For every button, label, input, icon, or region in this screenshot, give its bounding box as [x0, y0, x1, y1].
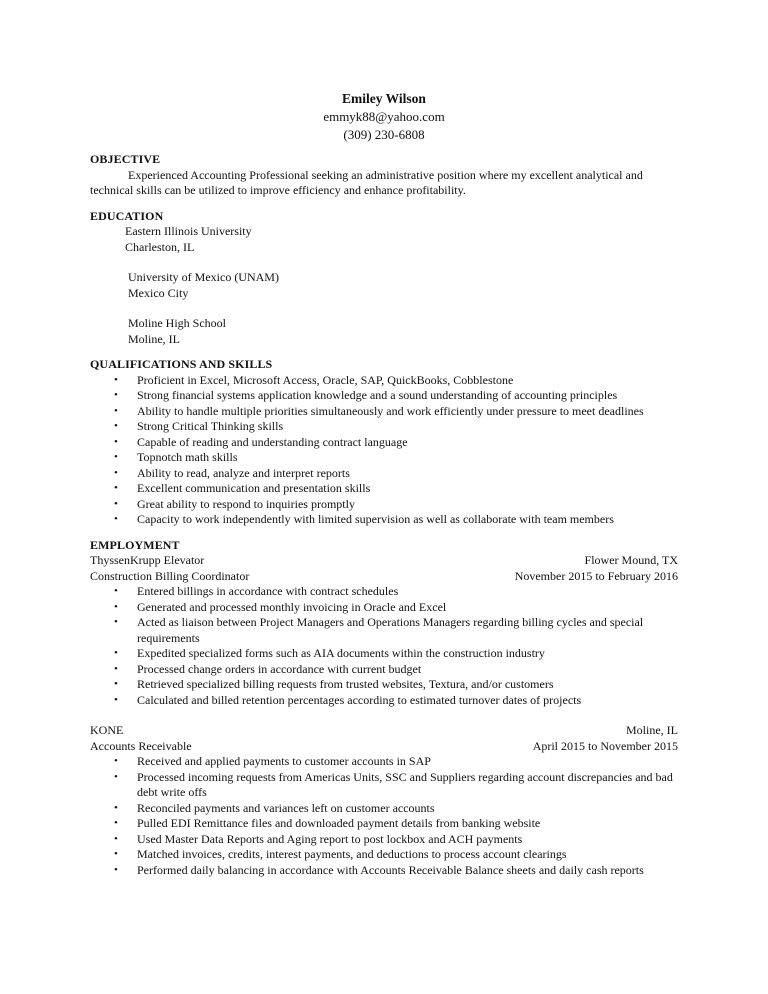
qualifications-list	[90, 373, 678, 528]
job-title: Accounts Receivable	[90, 738, 192, 753]
job-entry	[90, 553, 678, 708]
resume-header	[0, 90, 768, 144]
education-heading: EDUCATION	[90, 208, 164, 223]
school-name: Eastern Illinois University	[125, 224, 252, 238]
list-item: • Ability to read, analyze and interpret reports	[90, 466, 678, 482]
company-name: ThyssenKrupp Elevator	[90, 553, 205, 567]
list-item: • Reconciled payments and variances left on customer accounts	[90, 801, 678, 817]
applicant-name: Emiley Wilson	[342, 91, 426, 106]
company-name: KONE	[90, 723, 124, 737]
job-entry	[90, 723, 678, 878]
list-item: • Proficient in Excel, Microsoft Access, Oracle, SAP, QuickBooks, Cobblestone	[90, 373, 678, 389]
list-item: • Matched invoices, credits, interest payments, and deductions to process account clearings	[90, 847, 678, 863]
list-item: • Capable of reading and understanding contract language	[90, 435, 678, 451]
resume-body	[90, 152, 678, 878]
school-name: Moline High School	[128, 316, 226, 330]
employment-section	[90, 538, 678, 879]
job-dates: April 2015 to November 2015	[532, 738, 678, 753]
school-location: Moline, IL	[128, 331, 180, 346]
job-title: Construction Billing Coordinator	[90, 568, 250, 583]
education-section	[90, 209, 678, 348]
list-item: • Used Master Data Reports and Aging report to post lockbox and ACH payments	[90, 832, 678, 848]
duties-list	[90, 754, 678, 878]
list-item: • Entered billings in accordance with contract schedules	[90, 584, 678, 600]
objective-section	[90, 152, 678, 199]
objective-heading: OBJECTIVE	[90, 152, 161, 166]
list-item: • Retrieved specialized billing requests from trusted websites, Textura, and/or customers	[90, 677, 678, 693]
objective-text: Experienced Accounting Professional seeking an administrative position where my excellent analytical and technical skills can be utilized to improve efficiency and enhance profitability.	[90, 167, 643, 197]
qualifications-section	[90, 357, 678, 528]
job-dates: November 2015 to February 2016	[514, 568, 678, 583]
job-location: Moline, IL	[626, 723, 678, 737]
qualifications-heading: QUALIFICATIONS AND SKILLS	[90, 357, 273, 371]
list-item: • Great ability to respond to inquiries promptly	[90, 497, 678, 513]
list-item: • Expedited specialized forms such as AIA documents within the construction industry	[90, 646, 678, 662]
list-item: • Pulled EDI Remittance files and downloaded payment details from banking website	[90, 816, 678, 832]
school-location: Charleston, IL	[125, 239, 195, 254]
list-item: • Processed change orders in accordance with current budget	[90, 662, 678, 678]
list-item: • Acted as liaison between Project Managers and Operations Managers regarding billing cycles and special requirements	[90, 615, 678, 646]
phone-number: (309) 230-6808	[343, 127, 425, 142]
duties-list	[90, 584, 678, 708]
employment-heading: EMPLOYMENT	[90, 537, 180, 552]
list-item: • Generated and processed monthly invoicing in Oracle and Excel	[90, 600, 678, 616]
list-item: • Capacity to work independently with limited supervision as well as collaborate with team members	[90, 512, 678, 528]
list-item: • Received and applied payments to customer accounts in SAP	[90, 754, 678, 770]
job-location: Flower Mound, TX	[584, 553, 678, 567]
list-item: • Strong Critical Thinking skills	[90, 419, 678, 435]
school-name: University of Mexico (UNAM)	[128, 270, 279, 284]
list-item: • Excellent communication and presentation skills	[90, 481, 678, 497]
list-item: • Processed incoming requests from Americas Units, SSC and Suppliers regarding account discrepancies and bad debt write offs	[90, 770, 678, 801]
list-item: • Topnotch math skills	[90, 450, 678, 466]
school-location: Mexico City	[128, 285, 189, 300]
list-item: • Strong financial systems application knowledge and a sound understanding of accounting principles	[90, 388, 678, 404]
list-item: • Calculated and billed retention percentages according to estimated turnover dates of projects	[90, 693, 678, 709]
list-item: • Performed daily balancing in accordance with Accounts Receivable Balance sheets and daily cash reports	[90, 863, 678, 879]
email-address: emmyk88@yahoo.com	[323, 109, 445, 124]
list-item: • Ability to handle multiple priorities simultaneously and work efficiently under pressure to meet deadlines	[90, 404, 678, 420]
